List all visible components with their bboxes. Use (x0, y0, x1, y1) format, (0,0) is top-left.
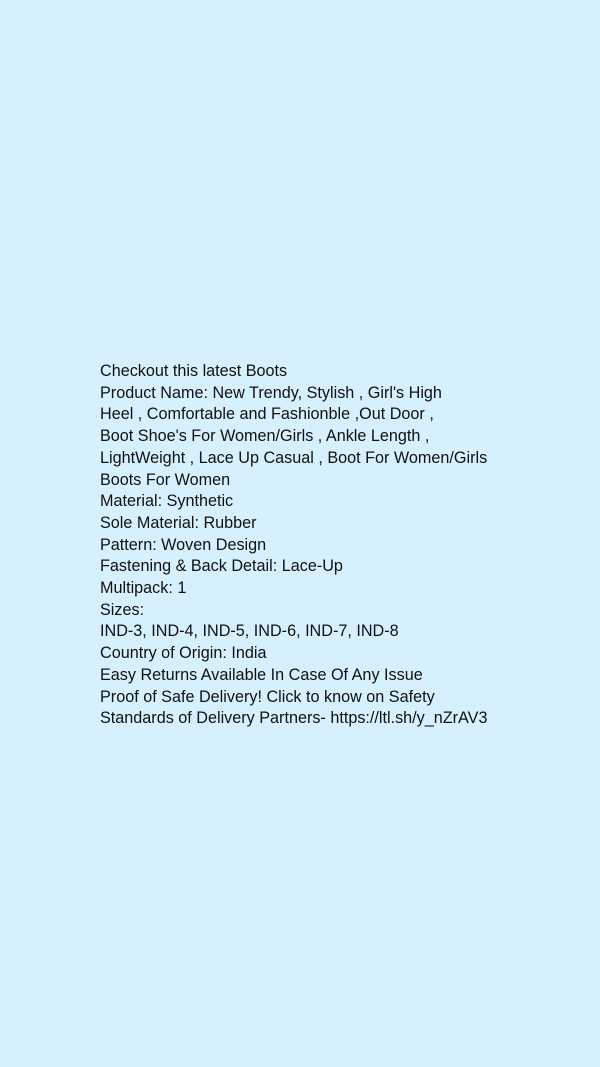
product-name-line-1: Product Name: New Trendy, Stylish , Girl's High (100, 383, 442, 402)
delivery-standards-link-line[interactable]: Standards of Delivery Partners- https://ltl.sh/y_nZrAV3 (100, 709, 488, 728)
product-description (100, 361, 570, 730)
sole-material-line: Sole Material: Rubber (100, 513, 257, 532)
material-line: Material: Synthetic (100, 492, 234, 511)
headline: Checkout this latest Boots (100, 362, 288, 380)
product-name-line-2: Heel , Comfortable and Fashionble ,Out Door , (100, 405, 434, 424)
multipack-line: Multipack: 1 (100, 579, 187, 598)
country-of-origin-line: Country of Origin: India (100, 644, 267, 663)
safe-delivery-line: Proof of Safe Delivery! Click to know on Safety (100, 687, 435, 706)
sizes-values: IND-3, IND-4, IND-5, IND-6, IND-7, IND-8 (100, 622, 399, 641)
returns-line: Easy Returns Available In Case Of Any Issue (100, 665, 423, 684)
fastening-line: Fastening & Back Detail: Lace-Up (100, 557, 343, 576)
pattern-line: Pattern: Woven Design (100, 535, 267, 554)
product-name-line-3: Boot Shoe's For Women/Girls , Ankle Length , (100, 427, 430, 446)
product-name-line-4: LightWeight , Lace Up Casual , Boot For Women/Girls (100, 448, 488, 467)
product-name-line-5: Boots For Women (100, 470, 231, 489)
sizes-label: Sizes: (100, 600, 145, 619)
